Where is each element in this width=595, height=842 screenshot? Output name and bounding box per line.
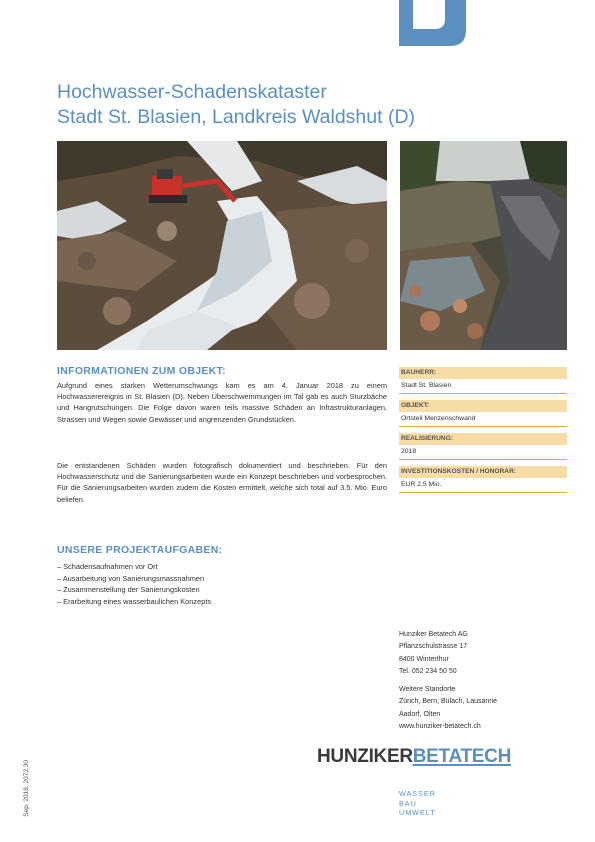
page-title-line-2: Stadt St. Blasien, Landkreis Waldshut (D) — [57, 106, 416, 128]
brand-tagline — [399, 789, 436, 818]
realisierung-value: 2018 — [399, 445, 567, 460]
photo-flood-stream-excavator — [57, 141, 387, 350]
task-item: – Zusammenstellung der Sanierungskosten — [57, 585, 200, 595]
page-title-line-1: Hochwasser-Schadenskataster — [57, 81, 327, 103]
company-logo-d-mark — [399, 0, 466, 46]
info-section-heading: INFORMATIONEN ZUM OBJEKT: — [57, 365, 226, 377]
project-info-table — [399, 367, 567, 493]
kosten-value: EUR 2.5 Mio. — [399, 478, 567, 493]
company-phone: Tel. 052 234 50 50 — [399, 667, 457, 675]
tagline-word: WASSER — [399, 789, 436, 798]
locations-line-2: Aadorf, Olten — [399, 710, 441, 718]
bauherr-value: Stadt St. Blasien — [399, 379, 567, 394]
company-name: Hunziker Betatech AG — [399, 631, 468, 638]
locations-label: Weitere Standorte — [399, 686, 456, 694]
info-paragraph-2: Die entstandenen Schäden wurden fotografisch dokumentiert und beschrieben. Für den Hochwasserschutz und die Sanierungsarbeiten wurde ein Konzept beschrieben und vorbesprochen. Für die Sanierungsarbeiten wurden zudem die Kosten ermittelt, welche sich total auf 3.5. Mio. Euro beliefen. — [57, 461, 387, 504]
company-city: 8400 Winterthur — [399, 655, 449, 663]
kosten-label: INVESTITIONSKOSTEN / HONORAR: — [399, 466, 567, 478]
info-paragraph-1: Aufgrund eines starken Wetterumschwungs kam es am 4. Januar 2018 zu einem Hochwasserereignis in St. Blasien (D). Neben Überschwemmungen im Tal gab es auch Sturzbäche und Hangrutschungen. Die Folge davon waren teils massive Schäden an Infrastrukturanlagen, Strassen und Wegen sowie Gewässer und angrenzenden Grundstücken. — [57, 381, 387, 424]
tasks-section-heading: UNSERE PROJEKTAUFGABEN: — [57, 544, 223, 556]
brand-name-part-1: HUNZIKER — [317, 746, 413, 767]
company-street: Pflanzschulstrasse 17 — [399, 643, 468, 651]
task-item: – Erarbeitung eines wasserbaulichen Konzepts — [57, 596, 212, 606]
tagline-word: BAU — [399, 798, 417, 808]
document-date-code: Sep. 2018, 2072.30 — [23, 760, 30, 817]
objekt-value: Ortsteil Menzenschwand — [399, 412, 567, 427]
objekt-label: OBJEKT: — [399, 400, 567, 412]
locations-line-1: Zürich, Bern, Bülach, Lausanne — [399, 698, 498, 706]
page-title — [57, 80, 415, 130]
brand-name-part-2: BETATECH — [412, 746, 511, 767]
tasks-list — [57, 561, 211, 607]
tagline-word: UMWELT — [399, 808, 436, 818]
realisierung-label: REALISIERUNG: — [399, 433, 567, 445]
task-item: – Schadensaufnahmen vor Ort — [57, 562, 158, 571]
task-item: – Ausarbeitung von Sanierungsmassnahmen — [57, 573, 205, 583]
contact-block — [399, 629, 497, 733]
bauherr-label: BAUHERR: — [399, 367, 567, 379]
brand-wordmark — [317, 746, 511, 768]
company-website-link[interactable]: www.hunziker-betatech.ch — [399, 723, 481, 731]
photo-damaged-road-stream — [400, 141, 567, 350]
